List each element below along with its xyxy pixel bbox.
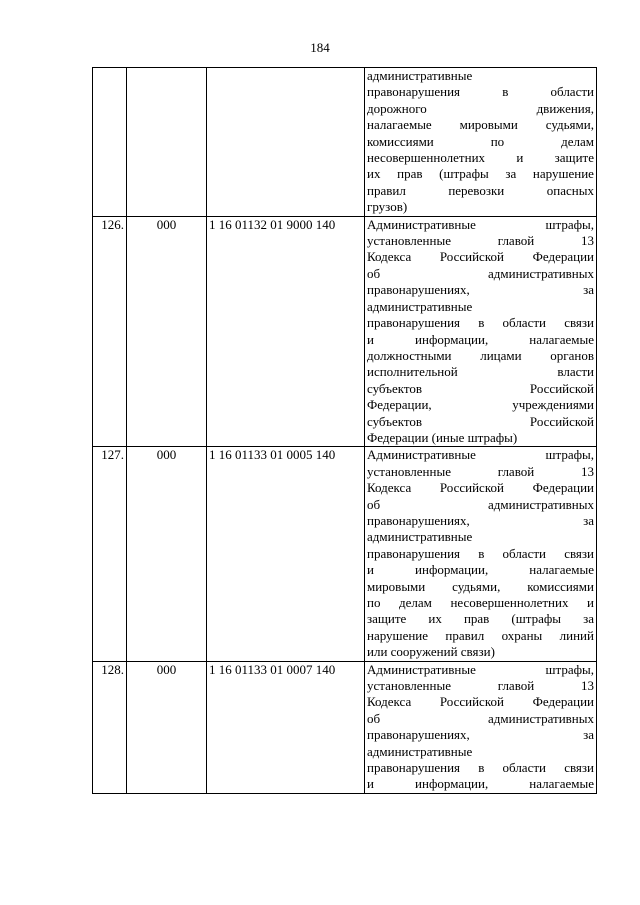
description-line: исполнительной власти xyxy=(367,364,594,380)
revenue-description xyxy=(365,447,597,661)
table-row xyxy=(93,216,597,447)
description-line: дорожного движения, xyxy=(367,100,594,116)
description-line: или сооружений связи) xyxy=(367,644,495,660)
description-line: Административные штрафы, xyxy=(367,216,594,232)
budget-classification-code: 1 16 01133 01 0005 140 xyxy=(207,447,365,661)
description-line: Кодекса Российской Федерации xyxy=(367,480,594,496)
row-number: 128. xyxy=(93,661,127,793)
budget-classification-code xyxy=(207,68,365,217)
row-number: 126. xyxy=(93,216,127,447)
description-line: несовершеннолетних и защите xyxy=(367,150,594,166)
description-line: должностными лицами органов xyxy=(367,347,594,363)
description-line: правил перевозки опасных xyxy=(367,182,594,198)
administrator-code: 000 xyxy=(127,661,207,793)
description-line: правонарушениях, за xyxy=(367,727,594,743)
description-line: и информации, налагаемые xyxy=(367,776,594,792)
table-row xyxy=(93,447,597,661)
budget-classification-code: 1 16 01132 01 9000 140 xyxy=(207,216,365,447)
description-line: и информации, налагаемые xyxy=(367,562,594,578)
description-line: административные xyxy=(367,529,473,545)
description-line: субъектов Российской xyxy=(367,413,594,429)
description-line: правонарушениях, за xyxy=(367,282,594,298)
description-line: административные xyxy=(367,743,473,759)
description-line: об административных xyxy=(367,496,594,512)
row-number xyxy=(93,68,127,217)
revenue-description xyxy=(365,216,597,447)
table-body xyxy=(93,68,597,794)
description-line: Административные штрафы, xyxy=(367,661,594,677)
budget-classification-code: 1 16 01133 01 0007 140 xyxy=(207,661,365,793)
administrator-code xyxy=(127,68,207,217)
description-line: Кодекса Российской Федерации xyxy=(367,694,594,710)
revenue-description xyxy=(365,661,597,793)
description-line: субъектов Российской xyxy=(367,380,594,396)
description-line: Административные штрафы, xyxy=(367,447,594,463)
description-line: установленные главой 13 xyxy=(367,463,594,479)
description-line: правонарушения в области связи xyxy=(367,545,594,561)
revenue-description xyxy=(365,68,597,217)
description-line: комиссиями по делам xyxy=(367,133,594,149)
description-line: правонарушения в области xyxy=(367,84,594,100)
table-row xyxy=(93,661,597,793)
administrator-code: 000 xyxy=(127,447,207,661)
description-line: Федерации, учреждениями xyxy=(367,397,594,413)
description-line: по делам несовершеннолетних и xyxy=(367,595,594,610)
description-line: правонарушения в области связи xyxy=(367,760,594,776)
description-line: и информации, налагаемые xyxy=(367,331,594,347)
description-line: административные xyxy=(367,298,473,314)
description-line: об административных xyxy=(367,710,594,726)
description-line: налагаемые мировыми судьями, xyxy=(367,117,594,133)
table-row xyxy=(93,68,597,217)
description-line: установленные главой 13 xyxy=(367,233,594,249)
description-line: правонарушения в области связи xyxy=(367,315,594,331)
description-line: нарушение правил охраны линий xyxy=(367,627,594,643)
description-line: установленные главой 13 xyxy=(367,678,594,694)
description-line: правонарушениях, за xyxy=(367,512,594,528)
description-line: Кодекса Российской Федерации xyxy=(367,249,594,265)
description-line: их прав (штрафы за нарушение xyxy=(367,166,594,182)
description-line: об административных xyxy=(367,265,594,281)
description-line: грузов) xyxy=(367,199,408,215)
description-line: административные xyxy=(367,68,473,83)
page-number: 184 xyxy=(310,40,330,55)
description-line: мировыми судьями, комиссиями xyxy=(367,578,594,594)
administrator-code: 000 xyxy=(127,216,207,447)
row-number: 127. xyxy=(93,447,127,661)
revenue-codes-table xyxy=(92,67,597,794)
description-line: защите их прав (штрафы за xyxy=(367,611,594,627)
description-line: Федерации (иные штрафы) xyxy=(367,429,518,445)
